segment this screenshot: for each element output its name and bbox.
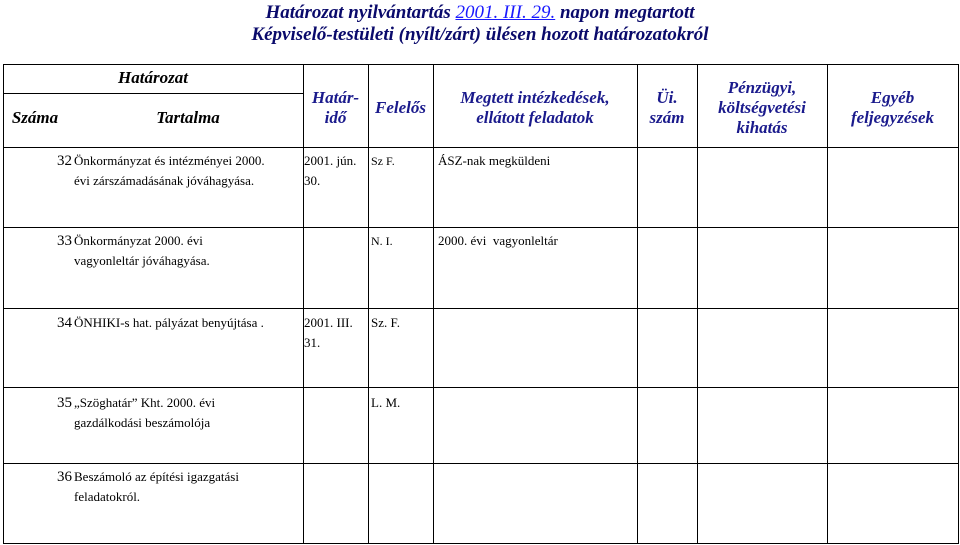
header-penzugyi-kihatas: Pénzügyi, költségvetési kihatás xyxy=(718,78,806,137)
row-tartalma: ÖNHIKI-s hat. pályázat benyújtása . xyxy=(74,315,264,330)
column-divider xyxy=(368,64,369,544)
table-top-border xyxy=(3,64,959,65)
title-prefix: Határozat nyilvántartás xyxy=(265,2,451,23)
row-felelos: N. I. xyxy=(371,234,393,248)
column-divider xyxy=(303,64,304,544)
header-szama: Száma xyxy=(11,108,59,127)
header-hatarozat: Határozat xyxy=(118,68,188,87)
row-tartalma: Beszámoló az építési igazgatási feladatokról. xyxy=(74,469,239,504)
row-felelos: L. M. xyxy=(371,395,401,410)
table-right-border xyxy=(958,64,959,544)
column-divider xyxy=(827,64,828,544)
header-ui-szam: Üi. szám xyxy=(649,88,685,127)
page-subtitle: Képviselő-testületi (nyílt/zárt) ülésen hozott határozatokról xyxy=(251,24,709,45)
row-divider xyxy=(3,387,959,388)
row-intezkedes: 2000. évi vagyonleltár xyxy=(438,233,558,248)
row-tartalma: Önkormányzat 2000. évi vagyonleltár jóváhagyása. xyxy=(74,233,210,268)
row-tartalma: „Szöghatár” Kht. 2000. évi gazdálkodási beszámolója xyxy=(74,395,216,430)
page-title xyxy=(0,2,960,24)
row-number: 35 xyxy=(57,395,72,411)
table-left-border xyxy=(3,64,4,544)
meeting-date[interactable]: 2001. III. 29. xyxy=(455,2,556,23)
header-bottom-border xyxy=(3,147,959,148)
table-bottom-border xyxy=(3,543,959,544)
row-intezkedes: ÁSZ-nak megküldeni xyxy=(438,153,551,168)
header-felelos: Felelős xyxy=(375,98,426,117)
row-number: 33 xyxy=(57,233,72,249)
row-number: 34 xyxy=(57,315,72,331)
column-divider xyxy=(433,64,434,544)
row-felelos: Sz F. xyxy=(371,154,395,168)
column-divider xyxy=(637,64,638,544)
row-felelos: Sz. F. xyxy=(371,315,400,330)
row-divider xyxy=(3,227,959,228)
row-divider xyxy=(3,308,959,309)
row-hatarido: 2001. III. 31. xyxy=(304,315,353,350)
header-hatarido: Határ- idő xyxy=(311,88,360,127)
title-suffix: napon megtartott xyxy=(559,2,695,23)
header-tartalma: Tartalma xyxy=(156,108,220,127)
row-hatarido: 2001. jún. 30. xyxy=(304,153,357,188)
row-divider xyxy=(3,463,959,464)
row-number: 36 xyxy=(57,469,72,485)
row-tartalma: Önkormányzat és intézményei 2000. évi zárszámadásának jóváhagyása. xyxy=(74,153,265,188)
header-egyeb-feljegyzesek: Egyéb feljegyzések xyxy=(850,88,935,127)
header-group-divider xyxy=(3,93,303,94)
row-number: 32 xyxy=(57,153,72,169)
header-intezkedesek: Megtett intézkedések, ellátott feladatok xyxy=(460,88,610,127)
